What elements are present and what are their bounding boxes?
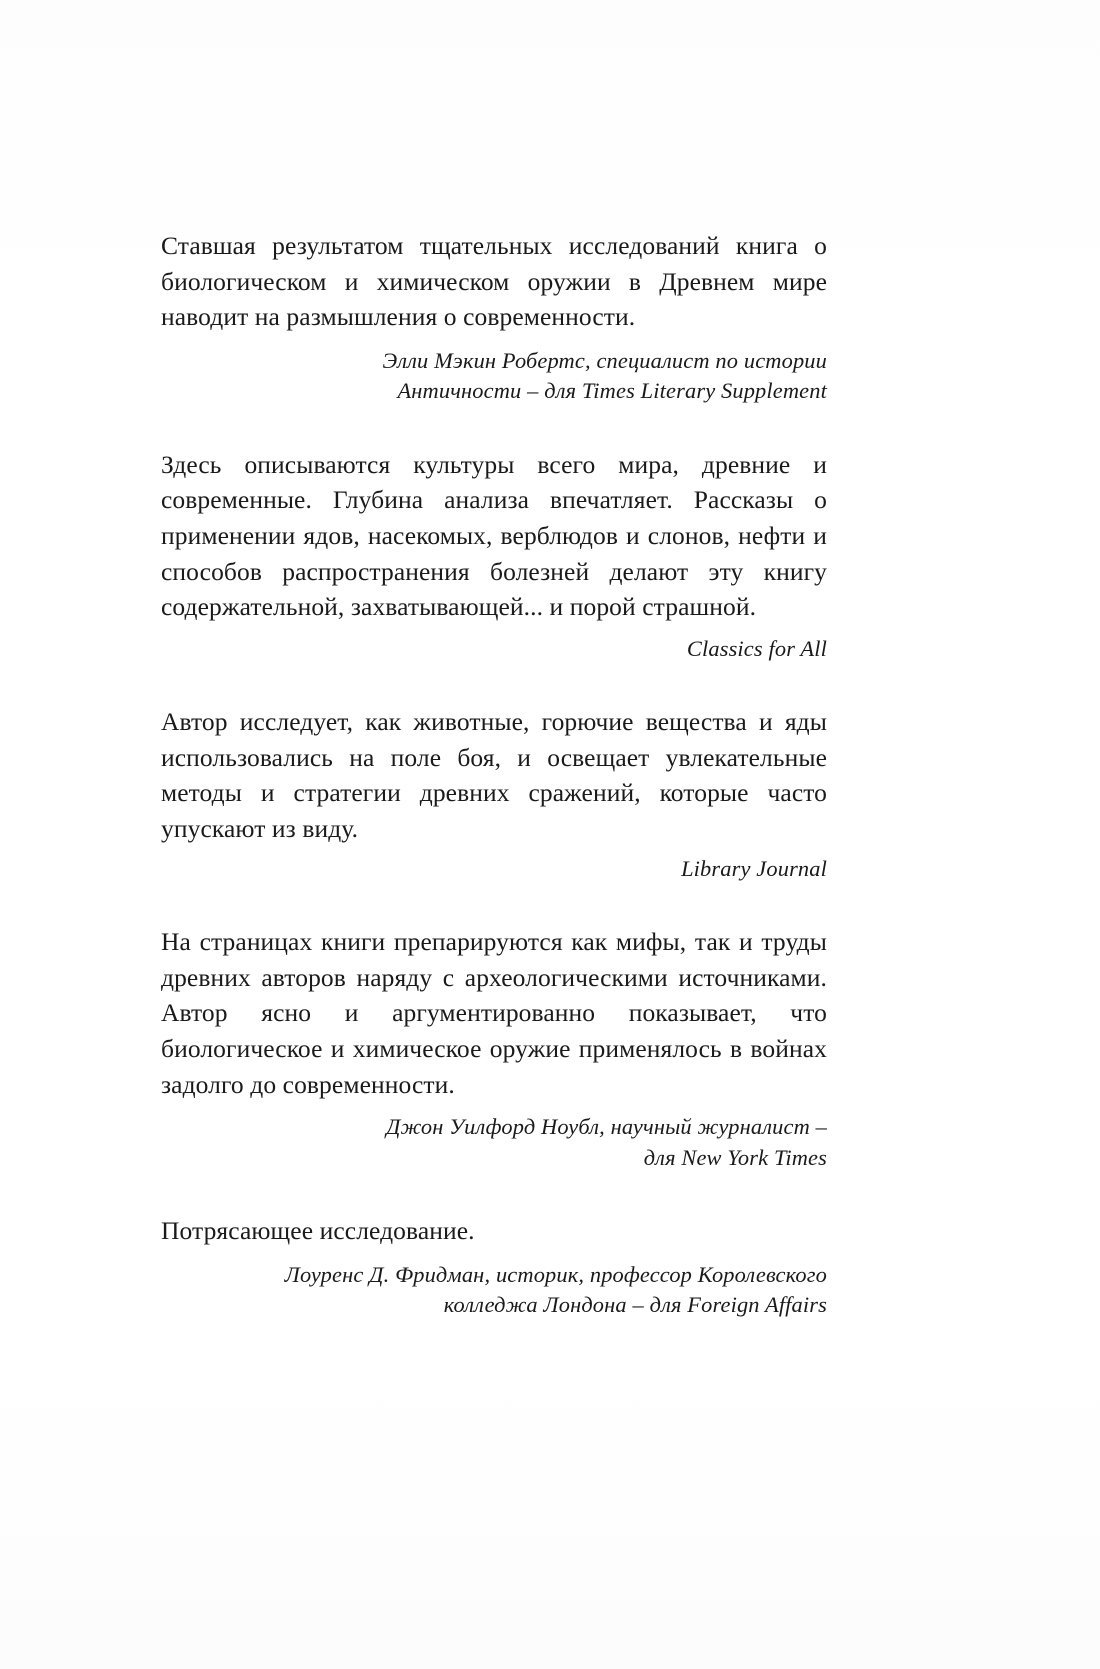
blurb-attribution xyxy=(161,854,827,885)
blurb-2 xyxy=(161,447,827,664)
blurb-text: На страницах книги препарируются как мифы, так и труды древних авторов наряду с археологическими источниками. Автор ясно и аргументированно показывает, что биологическое и химическое оружие применялось в войнах задолго до современности. xyxy=(161,927,827,1099)
blurb-5 xyxy=(161,1213,827,1321)
blurb-attribution xyxy=(161,1112,827,1173)
attribution-line: Элли Мэкин Робертс, специалист по истории xyxy=(382,347,827,373)
attribution-line: Античности – для Times Literary Supplement xyxy=(397,378,827,404)
blurb-text: Здесь описываются культуры всего мира, древние и современные. Глубина анализа впечатляет. Рассказы о применении ядов, насекомых, верблюдов и слонов, нефти и способов распространения болезней делают эту книгу содержательной, захватывающей... и порой страшной. xyxy=(161,449,827,622)
attribution-line: для New York Times xyxy=(643,1144,827,1170)
praise-quotes-container xyxy=(161,228,827,1321)
blurb-text: Автор исследует, как животные, горючие вещества и яды использовались на поле боя, и освещает увлекательные методы и стратегии древних сражений, которые часто упускают из виду. xyxy=(161,707,827,844)
blurb-text: Ставшая результатом тщательных исследований книга о биологическом и химическом оружии в Древнем мире наводит на размышления о современности. xyxy=(161,231,827,332)
attribution-line: Classics for All xyxy=(686,635,827,661)
blurb-3 xyxy=(161,704,827,884)
attribution-line: колледжа Лондона – для Foreign Affairs xyxy=(443,1292,827,1318)
attribution-line: Library Journal xyxy=(681,855,827,881)
attribution-line: Лоуренс Д. Фридман, историк, профессор Королевского xyxy=(284,1261,827,1287)
blurb-4 xyxy=(161,924,827,1173)
blurb-attribution xyxy=(161,634,827,665)
attribution-line: Джон Уилфорд Ноубл, научный журналист – xyxy=(386,1114,827,1140)
blurb-attribution xyxy=(161,1260,827,1321)
blurb-attribution xyxy=(161,346,827,407)
blurb-1 xyxy=(161,228,827,407)
blurb-text: Потрясающее исследование. xyxy=(161,1216,475,1246)
